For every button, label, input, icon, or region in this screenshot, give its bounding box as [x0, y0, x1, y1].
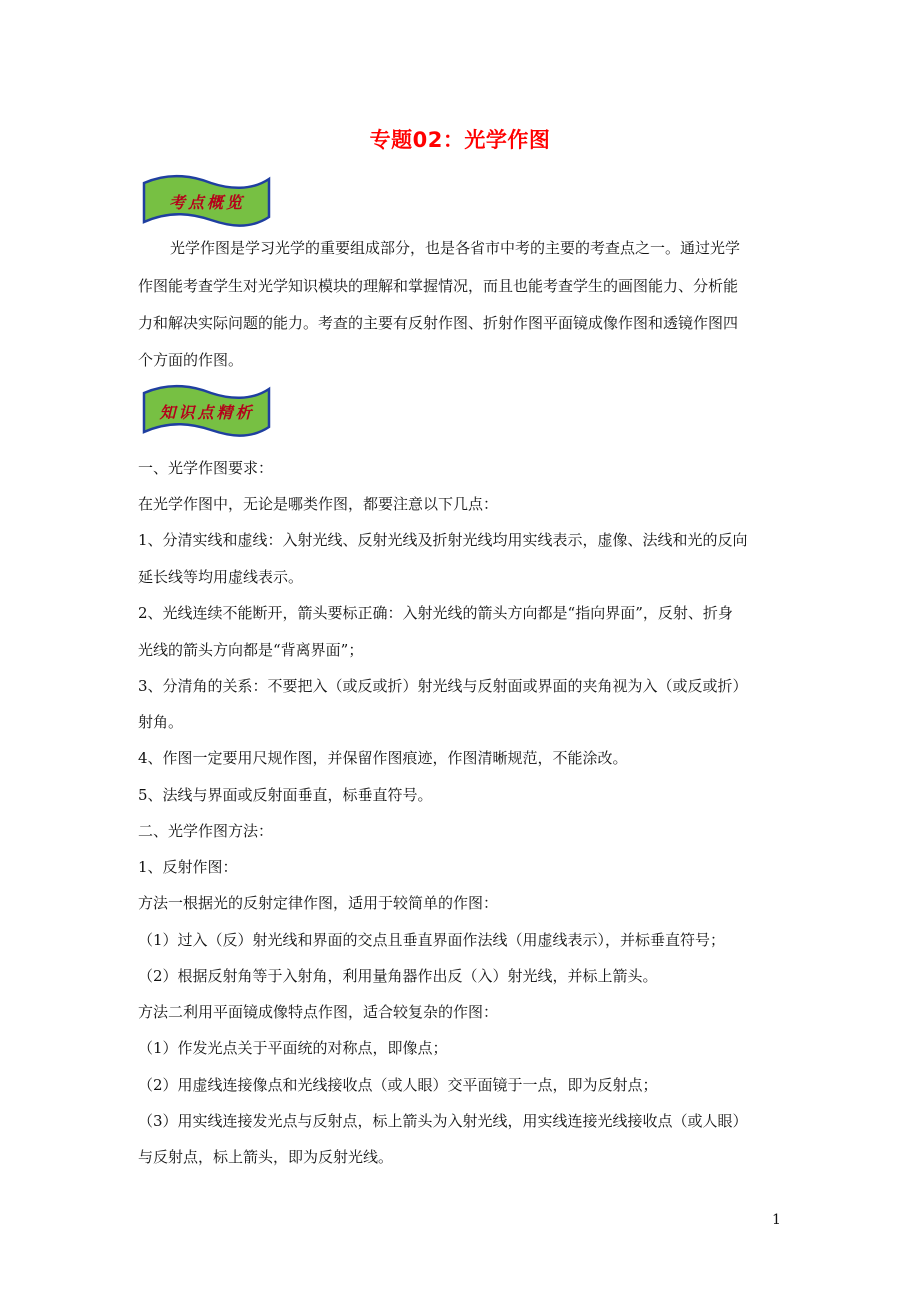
intro-line: 个方面的作图。	[138, 351, 244, 369]
body-line: 4、作图一定要用尺规作图，并保留作图痕迹，作图清晰规范，不能涂改。	[138, 749, 628, 767]
intro-line: 光学作图是学习光学的重要组成部分，也是各省市中考的主要的考查点之一。通过光学	[170, 239, 741, 257]
body-line: 与反射点，标上箭头，即为反射光线。	[138, 1148, 394, 1166]
body-line: （3）用实线连接发光点与反射点，标上箭头为入射光线，用实线连接光线接收点（或人眼）	[138, 1112, 748, 1130]
intro-line: 作图能考查学生对光学知识模块的理解和掌握情况，而且也能考查学生的画图能力、分析能	[138, 277, 739, 295]
intro-line: 力和解决实际问题的能力。考查的主要有反射作图、折射作图平面镜成像作图和透镜作图四	[138, 314, 739, 332]
body-line: 1、分清实线和虚线：入射光线、反射光线及折射光线均用实线表示，虚像、法线和光的反向	[138, 531, 748, 549]
body-line: 3、分清角的关系：不要把入（或反或折）射光线与反射面或界面的夹角视为入（或反或折）	[138, 677, 748, 695]
section-banner-knowledge	[141, 384, 273, 438]
banner-label: 知识点精析	[159, 402, 255, 422]
body-line: 射角。	[138, 713, 184, 731]
section-banner-overview	[141, 174, 273, 228]
body-line: 1、反射作图：	[138, 858, 238, 876]
banner-label: 考点概览	[168, 192, 245, 212]
body-line: 方法二利用平面镜成像特点作图，适合较复杂的作图：	[138, 1003, 499, 1021]
body-line: 方法一根据光的反射定律作图，适用于较简单的作图：	[138, 894, 499, 912]
body-line: 2、光线连续不能断开，箭头要标正确：入射光线的箭头方向都是“指向界面”，反射、折身	[138, 604, 733, 622]
body-line: （2）用虚线连接像点和光线接收点（或人眼）交平面镜于一点，即为反射点；	[138, 1076, 658, 1094]
page-number: 1	[772, 1212, 781, 1228]
section-heading: 二、光学作图方法：	[138, 822, 274, 840]
body-line: 光线的箭头方向都是“背离界面”；	[138, 641, 364, 659]
section-heading: 一、光学作图要求：	[138, 459, 274, 477]
body-line: 在光学作图中，无论是哪类作图，都要注意以下几点：	[138, 495, 499, 513]
body-line: （1）过入（反）射光线和界面的交点且垂直界面作法线（用虚线表示），并标垂直符号；	[138, 931, 726, 949]
body-line: （2）根据反射角等于入射角，利用量角器作出反（入）射光线，并标上箭头。	[138, 967, 658, 985]
body-line: （1）作发光点关于平面统的对称点，即像点；	[138, 1039, 448, 1057]
page-title: 专题02：光学作图	[369, 128, 551, 152]
body-line: 延长线等均用虚线表示。	[138, 568, 304, 586]
body-line: 5、法线与界面或反射面垂直，标垂直符号。	[138, 786, 433, 804]
